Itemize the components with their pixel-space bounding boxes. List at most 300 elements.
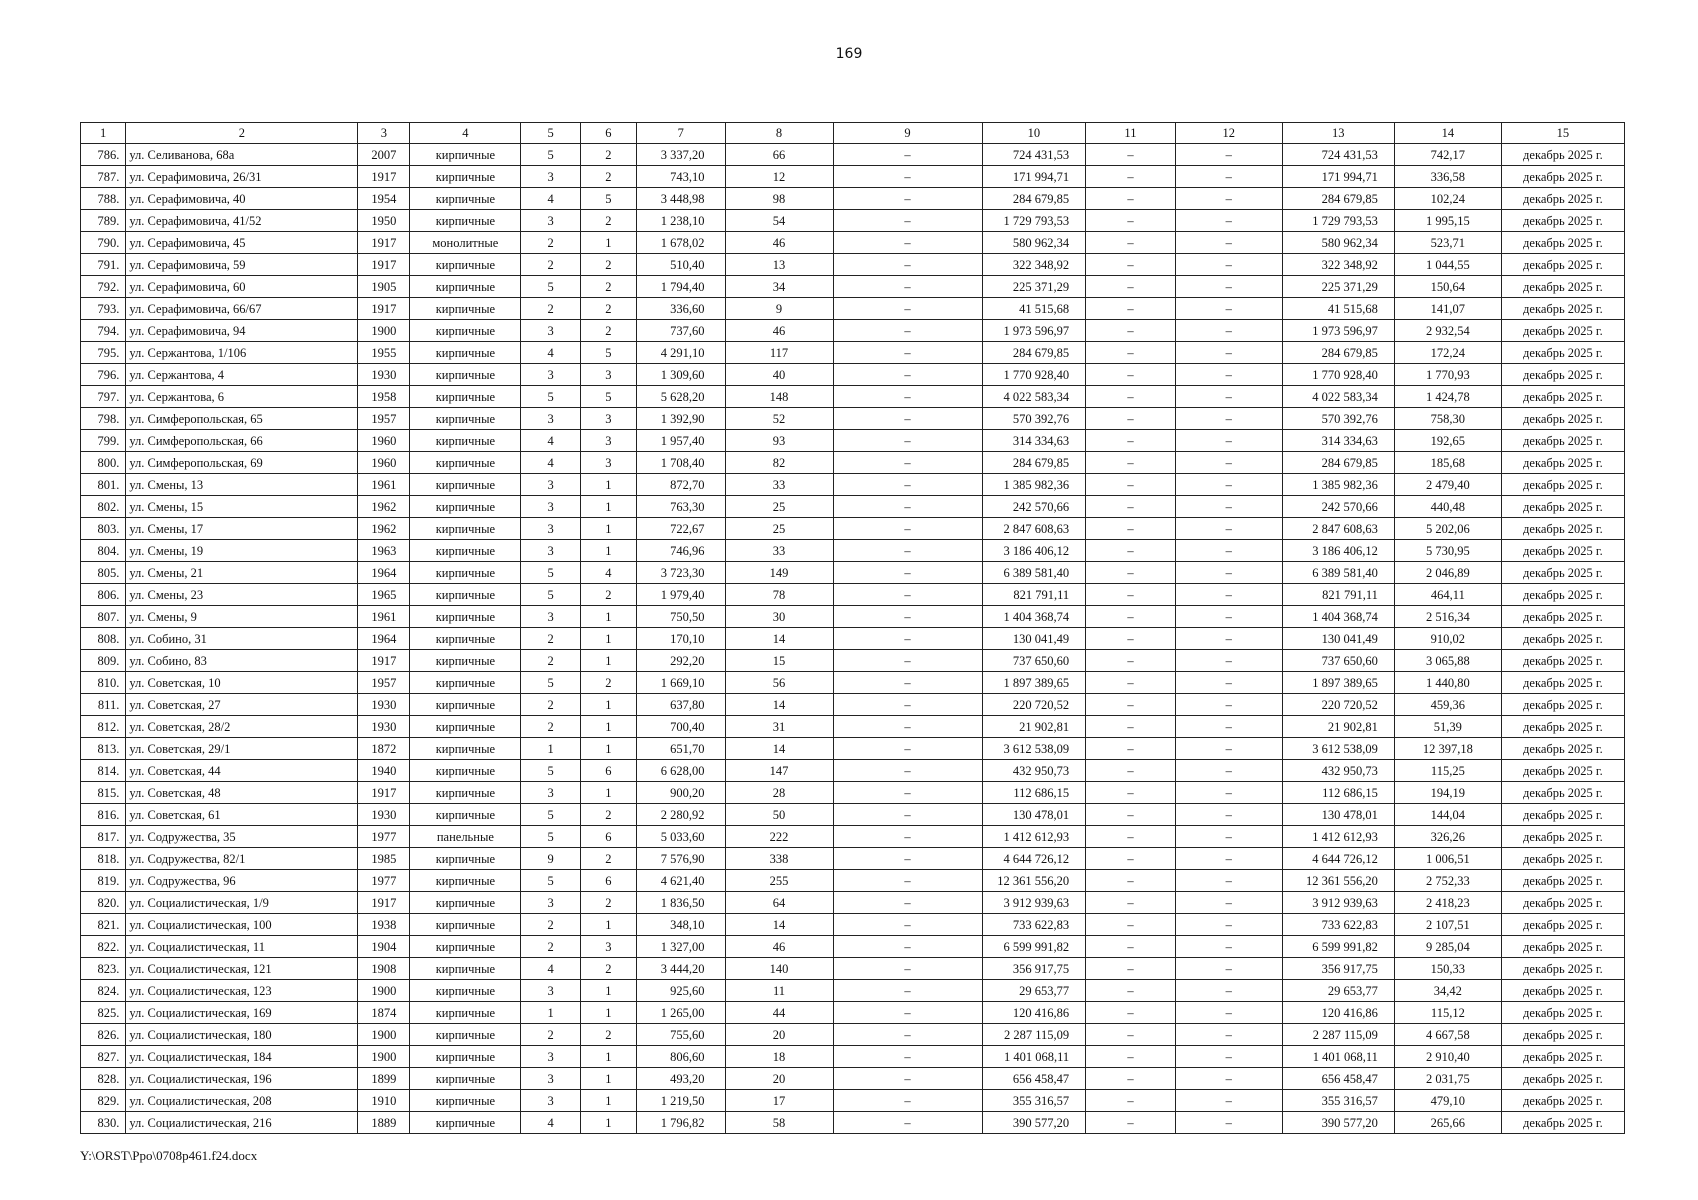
total-area-cell: 1 309,60 <box>637 364 726 386</box>
residents-cell: 31 <box>725 716 833 738</box>
cost-per-sqm-cell: 336,58 <box>1394 166 1501 188</box>
table-row <box>81 144 1625 166</box>
wall-material-cell: кирпичные <box>410 408 521 430</box>
entrances-cell: 6 <box>580 870 636 892</box>
wall-material-cell: кирпичные <box>410 1046 521 1068</box>
floors-cell: 3 <box>521 892 580 914</box>
floors-cell: 5 <box>521 672 580 694</box>
address-cell: ул. Социалистическая, 11 <box>126 936 358 958</box>
wall-material-cell: кирпичные <box>410 540 521 562</box>
entrances-cell: 5 <box>580 342 636 364</box>
cost-col11-cell: – <box>1086 496 1176 518</box>
row-number-cell: 828. <box>81 1068 126 1090</box>
row-number-cell: 829. <box>81 1090 126 1112</box>
cost-col11-cell: – <box>1086 210 1176 232</box>
cost-per-sqm-cell: 1 995,15 <box>1394 210 1501 232</box>
cost-col13-cell: 432 950,73 <box>1282 760 1394 782</box>
cost-per-sqm-cell: 523,71 <box>1394 232 1501 254</box>
wall-material-cell: кирпичные <box>410 188 521 210</box>
row-number-cell: 827. <box>81 1046 126 1068</box>
table-row <box>81 408 1625 430</box>
wall-material-cell: кирпичные <box>410 364 521 386</box>
wall-material-cell: кирпичные <box>410 1024 521 1046</box>
year-built-cell: 1954 <box>358 188 410 210</box>
wall-material-cell: кирпичные <box>410 914 521 936</box>
row-number-cell: 810. <box>81 672 126 694</box>
table-row <box>81 848 1625 870</box>
cost-col12-cell: – <box>1175 958 1282 980</box>
deadline-cell: декабрь 2025 г. <box>1501 386 1624 408</box>
floors-cell: 4 <box>521 342 580 364</box>
deadline-cell: декабрь 2025 г. <box>1501 958 1624 980</box>
wall-material-cell: кирпичные <box>410 254 521 276</box>
cost-per-sqm-cell: 2 932,54 <box>1394 320 1501 342</box>
cost-col11-cell: – <box>1086 980 1176 1002</box>
entrances-cell: 1 <box>580 232 636 254</box>
total-area-cell: 872,70 <box>637 474 726 496</box>
residents-cell: 52 <box>725 408 833 430</box>
deadline-cell: декабрь 2025 г. <box>1501 518 1624 540</box>
header-row <box>81 123 1625 144</box>
cost-total-cell: 724 431,53 <box>982 144 1086 166</box>
cost-col9-cell: – <box>833 166 982 188</box>
deadline-cell: декабрь 2025 г. <box>1501 606 1624 628</box>
cost-col11-cell: – <box>1086 364 1176 386</box>
total-area-cell: 6 628,00 <box>637 760 726 782</box>
deadline-cell: декабрь 2025 г. <box>1501 342 1624 364</box>
entrances-cell: 2 <box>580 144 636 166</box>
cost-col11-cell: – <box>1086 760 1176 782</box>
deadline-cell: декабрь 2025 г. <box>1501 188 1624 210</box>
cost-col11-cell: – <box>1086 826 1176 848</box>
cost-col12-cell: – <box>1175 804 1282 826</box>
year-built-cell: 1965 <box>358 584 410 606</box>
cost-per-sqm-cell: 102,24 <box>1394 188 1501 210</box>
cost-col12-cell: – <box>1175 452 1282 474</box>
entrances-cell: 1 <box>580 782 636 804</box>
residents-cell: 28 <box>725 782 833 804</box>
year-built-cell: 1961 <box>358 474 410 496</box>
entrances-cell: 2 <box>580 1024 636 1046</box>
cost-col9-cell: – <box>833 716 982 738</box>
cost-col11-cell: – <box>1086 188 1176 210</box>
table-row <box>81 386 1625 408</box>
cost-col11-cell: – <box>1086 694 1176 716</box>
row-number-cell: 823. <box>81 958 126 980</box>
deadline-cell: декабрь 2025 г. <box>1501 562 1624 584</box>
year-built-cell: 1960 <box>358 452 410 474</box>
cost-col9-cell: – <box>833 694 982 716</box>
cost-col12-cell: – <box>1175 782 1282 804</box>
cost-col12-cell: – <box>1175 892 1282 914</box>
floors-cell: 3 <box>521 540 580 562</box>
wall-material-cell: кирпичные <box>410 848 521 870</box>
floors-cell: 5 <box>521 276 580 298</box>
floors-cell: 2 <box>521 936 580 958</box>
address-cell: ул. Серафимовича, 94 <box>126 320 358 342</box>
year-built-cell: 1940 <box>358 760 410 782</box>
total-area-cell: 1 794,40 <box>637 276 726 298</box>
residents-cell: 255 <box>725 870 833 892</box>
cost-col13-cell: 112 686,15 <box>1282 782 1394 804</box>
cost-col12-cell: – <box>1175 1068 1282 1090</box>
cost-col13-cell: 6 599 991,82 <box>1282 936 1394 958</box>
address-cell: ул. Смены, 9 <box>126 606 358 628</box>
table-row <box>81 936 1625 958</box>
wall-material-cell: кирпичные <box>410 1090 521 1112</box>
cost-col9-cell: – <box>833 1024 982 1046</box>
wall-material-cell: кирпичные <box>410 892 521 914</box>
table-row <box>81 914 1625 936</box>
year-built-cell: 1950 <box>358 210 410 232</box>
residents-cell: 148 <box>725 386 833 408</box>
year-built-cell: 1957 <box>358 672 410 694</box>
floors-cell: 2 <box>521 628 580 650</box>
cost-per-sqm-cell: 910,02 <box>1394 628 1501 650</box>
cost-col12-cell: – <box>1175 254 1282 276</box>
header-cell: 12 <box>1175 123 1282 144</box>
table-row <box>81 672 1625 694</box>
cost-col13-cell: 733 622,83 <box>1282 914 1394 936</box>
total-area-cell: 5 033,60 <box>637 826 726 848</box>
cost-col11-cell: – <box>1086 408 1176 430</box>
header-cell: 1 <box>81 123 126 144</box>
wall-material-cell: кирпичные <box>410 342 521 364</box>
cost-col11-cell: – <box>1086 804 1176 826</box>
cost-col12-cell: – <box>1175 496 1282 518</box>
cost-col9-cell: – <box>833 562 982 584</box>
table-row <box>81 474 1625 496</box>
header-cell: 3 <box>358 123 410 144</box>
address-cell: ул. Социалистическая, 180 <box>126 1024 358 1046</box>
wall-material-cell: кирпичные <box>410 430 521 452</box>
residents-cell: 18 <box>725 1046 833 1068</box>
address-cell: ул. Содружества, 35 <box>126 826 358 848</box>
row-number-cell: 817. <box>81 826 126 848</box>
row-number-cell: 830. <box>81 1112 126 1134</box>
cost-col9-cell: – <box>833 210 982 232</box>
total-area-cell: 806,60 <box>637 1046 726 1068</box>
residents-cell: 93 <box>725 430 833 452</box>
cost-col13-cell: 6 389 581,40 <box>1282 562 1394 584</box>
cost-col9-cell: – <box>833 452 982 474</box>
total-area-cell: 5 628,20 <box>637 386 726 408</box>
cost-total-cell: 130 478,01 <box>982 804 1086 826</box>
cost-total-cell: 4 644 726,12 <box>982 848 1086 870</box>
cost-col13-cell: 1 385 982,36 <box>1282 474 1394 496</box>
row-number-cell: 805. <box>81 562 126 584</box>
wall-material-cell: кирпичные <box>410 782 521 804</box>
row-number-cell: 807. <box>81 606 126 628</box>
header-cell: 6 <box>580 123 636 144</box>
total-area-cell: 651,70 <box>637 738 726 760</box>
row-number-cell: 808. <box>81 628 126 650</box>
deadline-cell: декабрь 2025 г. <box>1501 716 1624 738</box>
floors-cell: 3 <box>521 496 580 518</box>
entrances-cell: 1 <box>580 980 636 1002</box>
residents-cell: 46 <box>725 936 833 958</box>
deadline-cell: декабрь 2025 г. <box>1501 474 1624 496</box>
cost-col12-cell: – <box>1175 584 1282 606</box>
cost-col13-cell: 242 570,66 <box>1282 496 1394 518</box>
row-number-cell: 813. <box>81 738 126 760</box>
residents-cell: 78 <box>725 584 833 606</box>
address-cell: ул. Социалистическая, 216 <box>126 1112 358 1134</box>
cost-per-sqm-cell: 2 418,23 <box>1394 892 1501 914</box>
row-number-cell: 804. <box>81 540 126 562</box>
wall-material-cell: кирпичные <box>410 210 521 232</box>
year-built-cell: 1938 <box>358 914 410 936</box>
residents-cell: 147 <box>725 760 833 782</box>
cost-col12-cell: – <box>1175 386 1282 408</box>
cost-col11-cell: – <box>1086 254 1176 276</box>
cost-col11-cell: – <box>1086 386 1176 408</box>
cost-total-cell: 2 847 608,63 <box>982 518 1086 540</box>
residents-cell: 149 <box>725 562 833 584</box>
row-number-cell: 791. <box>81 254 126 276</box>
entrances-cell: 5 <box>580 386 636 408</box>
total-area-cell: 1 796,82 <box>637 1112 726 1134</box>
cost-per-sqm-cell: 1 044,55 <box>1394 254 1501 276</box>
deadline-cell: декабрь 2025 г. <box>1501 694 1624 716</box>
cost-per-sqm-cell: 2 107,51 <box>1394 914 1501 936</box>
address-cell: ул. Смены, 17 <box>126 518 358 540</box>
year-built-cell: 1917 <box>358 254 410 276</box>
year-built-cell: 1957 <box>358 408 410 430</box>
residents-cell: 50 <box>725 804 833 826</box>
cost-col12-cell: – <box>1175 980 1282 1002</box>
address-cell: ул. Советская, 28/2 <box>126 716 358 738</box>
cost-per-sqm-cell: 1 770,93 <box>1394 364 1501 386</box>
row-number-cell: 792. <box>81 276 126 298</box>
residents-cell: 117 <box>725 342 833 364</box>
cost-col11-cell: – <box>1086 584 1176 606</box>
floors-cell: 3 <box>521 782 580 804</box>
cost-col13-cell: 1 401 068,11 <box>1282 1046 1394 1068</box>
table-row <box>81 364 1625 386</box>
floors-cell: 5 <box>521 386 580 408</box>
total-area-cell: 1 979,40 <box>637 584 726 606</box>
total-area-cell: 2 280,92 <box>637 804 726 826</box>
floors-cell: 3 <box>521 1068 580 1090</box>
header-cell: 11 <box>1086 123 1176 144</box>
cost-col12-cell: – <box>1175 1024 1282 1046</box>
year-built-cell: 1960 <box>358 430 410 452</box>
residents-cell: 34 <box>725 276 833 298</box>
row-number-cell: 822. <box>81 936 126 958</box>
cost-total-cell: 356 917,75 <box>982 958 1086 980</box>
row-number-cell: 801. <box>81 474 126 496</box>
table-row <box>81 518 1625 540</box>
wall-material-cell: кирпичные <box>410 672 521 694</box>
wall-material-cell: кирпичные <box>410 1068 521 1090</box>
total-area-cell: 1 327,00 <box>637 936 726 958</box>
address-cell: ул. Советская, 27 <box>126 694 358 716</box>
total-area-cell: 1 265,00 <box>637 1002 726 1024</box>
entrances-cell: 1 <box>580 738 636 760</box>
entrances-cell: 2 <box>580 320 636 342</box>
entrances-cell: 2 <box>580 584 636 606</box>
entrances-cell: 2 <box>580 276 636 298</box>
table-row <box>81 606 1625 628</box>
cost-col11-cell: – <box>1086 430 1176 452</box>
residents-cell: 25 <box>725 496 833 518</box>
row-number-cell: 825. <box>81 1002 126 1024</box>
table-row <box>81 276 1625 298</box>
row-number-cell: 802. <box>81 496 126 518</box>
entrances-cell: 1 <box>580 650 636 672</box>
wall-material-cell: кирпичные <box>410 276 521 298</box>
residents-cell: 82 <box>725 452 833 474</box>
entrances-cell: 1 <box>580 606 636 628</box>
address-cell: ул. Сержантова, 6 <box>126 386 358 408</box>
deadline-cell: декабрь 2025 г. <box>1501 628 1624 650</box>
total-area-cell: 1 708,40 <box>637 452 726 474</box>
cost-col13-cell: 355 316,57 <box>1282 1090 1394 1112</box>
cost-total-cell: 6 389 581,40 <box>982 562 1086 584</box>
residents-cell: 11 <box>725 980 833 1002</box>
total-area-cell: 637,80 <box>637 694 726 716</box>
residents-cell: 15 <box>725 650 833 672</box>
floors-cell: 4 <box>521 188 580 210</box>
address-cell: ул. Содружества, 96 <box>126 870 358 892</box>
cost-total-cell: 1 729 793,53 <box>982 210 1086 232</box>
header-cell: 13 <box>1282 123 1394 144</box>
year-built-cell: 1917 <box>358 892 410 914</box>
deadline-cell: декабрь 2025 г. <box>1501 1090 1624 1112</box>
cost-col9-cell: – <box>833 276 982 298</box>
cost-per-sqm-cell: 192,65 <box>1394 430 1501 452</box>
floors-cell: 5 <box>521 804 580 826</box>
cost-col11-cell: – <box>1086 914 1176 936</box>
table-row <box>81 892 1625 914</box>
floors-cell: 3 <box>521 210 580 232</box>
cost-col9-cell: – <box>833 342 982 364</box>
total-area-cell: 7 576,90 <box>637 848 726 870</box>
cost-col13-cell: 580 962,34 <box>1282 232 1394 254</box>
total-area-cell: 4 291,10 <box>637 342 726 364</box>
table-row <box>81 496 1625 518</box>
cost-total-cell: 225 371,29 <box>982 276 1086 298</box>
table-row <box>81 694 1625 716</box>
total-area-cell: 755,60 <box>637 1024 726 1046</box>
cost-col13-cell: 656 458,47 <box>1282 1068 1394 1090</box>
footer-file-path: Y:\ORST\Ppo\0708p461.f24.docx <box>80 1148 258 1163</box>
header-cell: 10 <box>982 123 1086 144</box>
table-row <box>81 980 1625 1002</box>
wall-material-cell: кирпичные <box>410 496 521 518</box>
cost-col9-cell: – <box>833 540 982 562</box>
cost-total-cell: 6 599 991,82 <box>982 936 1086 958</box>
entrances-cell: 6 <box>580 826 636 848</box>
deadline-cell: декабрь 2025 г. <box>1501 408 1624 430</box>
address-cell: ул. Собино, 83 <box>126 650 358 672</box>
cost-col12-cell: – <box>1175 1112 1282 1134</box>
cost-per-sqm-cell: 12 397,18 <box>1394 738 1501 760</box>
entrances-cell: 5 <box>580 188 636 210</box>
address-cell: ул. Симферопольская, 65 <box>126 408 358 430</box>
floors-cell: 3 <box>521 1046 580 1068</box>
wall-material-cell: кирпичные <box>410 144 521 166</box>
entrances-cell: 2 <box>580 166 636 188</box>
header-cell: 5 <box>521 123 580 144</box>
table-row <box>81 804 1625 826</box>
residents-cell: 58 <box>725 1112 833 1134</box>
deadline-cell: декабрь 2025 г. <box>1501 430 1624 452</box>
address-cell: ул. Серафимовича, 66/67 <box>126 298 358 320</box>
cost-col11-cell: – <box>1086 1002 1176 1024</box>
residents-cell: 338 <box>725 848 833 870</box>
year-built-cell: 1962 <box>358 496 410 518</box>
address-cell: ул. Советская, 61 <box>126 804 358 826</box>
deadline-cell: декабрь 2025 г. <box>1501 804 1624 826</box>
residents-cell: 9 <box>725 298 833 320</box>
wall-material-cell: кирпичные <box>410 452 521 474</box>
cost-col13-cell: 130 478,01 <box>1282 804 1394 826</box>
cost-col11-cell: – <box>1086 518 1176 540</box>
cost-col11-cell: – <box>1086 1068 1176 1090</box>
cost-total-cell: 130 041,49 <box>982 628 1086 650</box>
address-cell: ул. Советская, 48 <box>126 782 358 804</box>
floors-cell: 5 <box>521 584 580 606</box>
table-row <box>81 782 1625 804</box>
cost-col13-cell: 737 650,60 <box>1282 650 1394 672</box>
wall-material-cell: кирпичные <box>410 958 521 980</box>
total-area-cell: 1 669,10 <box>637 672 726 694</box>
residents-cell: 40 <box>725 364 833 386</box>
entrances-cell: 6 <box>580 760 636 782</box>
cost-col9-cell: – <box>833 804 982 826</box>
cost-per-sqm-cell: 459,36 <box>1394 694 1501 716</box>
cost-total-cell: 21 902,81 <box>982 716 1086 738</box>
header-cell: 2 <box>126 123 358 144</box>
floors-cell: 3 <box>521 320 580 342</box>
row-number-cell: 796. <box>81 364 126 386</box>
cost-col9-cell: – <box>833 848 982 870</box>
address-cell: ул. Серафимовича, 45 <box>126 232 358 254</box>
entrances-cell: 1 <box>580 628 636 650</box>
wall-material-cell: кирпичные <box>410 474 521 496</box>
table-row <box>81 1068 1625 1090</box>
floors-cell: 3 <box>521 980 580 1002</box>
wall-material-cell: кирпичные <box>410 870 521 892</box>
year-built-cell: 1917 <box>358 650 410 672</box>
residents-cell: 140 <box>725 958 833 980</box>
header-cell: 14 <box>1394 123 1501 144</box>
cost-col13-cell: 171 994,71 <box>1282 166 1394 188</box>
year-built-cell: 1904 <box>358 936 410 958</box>
cost-col9-cell: – <box>833 430 982 452</box>
deadline-cell: декабрь 2025 г. <box>1501 166 1624 188</box>
floors-cell: 2 <box>521 650 580 672</box>
wall-material-cell: кирпичные <box>410 584 521 606</box>
address-cell: ул. Сержантова, 4 <box>126 364 358 386</box>
row-number-cell: 800. <box>81 452 126 474</box>
floors-cell: 3 <box>521 166 580 188</box>
cost-col12-cell: – <box>1175 628 1282 650</box>
year-built-cell: 1889 <box>358 1112 410 1134</box>
wall-material-cell: кирпичные <box>410 562 521 584</box>
cost-per-sqm-cell: 1 006,51 <box>1394 848 1501 870</box>
address-cell: ул. Симферопольская, 69 <box>126 452 358 474</box>
year-built-cell: 1977 <box>358 826 410 848</box>
table-row <box>81 320 1625 342</box>
address-cell: ул. Содружества, 82/1 <box>126 848 358 870</box>
residents-cell: 98 <box>725 188 833 210</box>
cost-col13-cell: 1 973 596,97 <box>1282 320 1394 342</box>
row-number-cell: 811. <box>81 694 126 716</box>
total-area-cell: 1 836,50 <box>637 892 726 914</box>
